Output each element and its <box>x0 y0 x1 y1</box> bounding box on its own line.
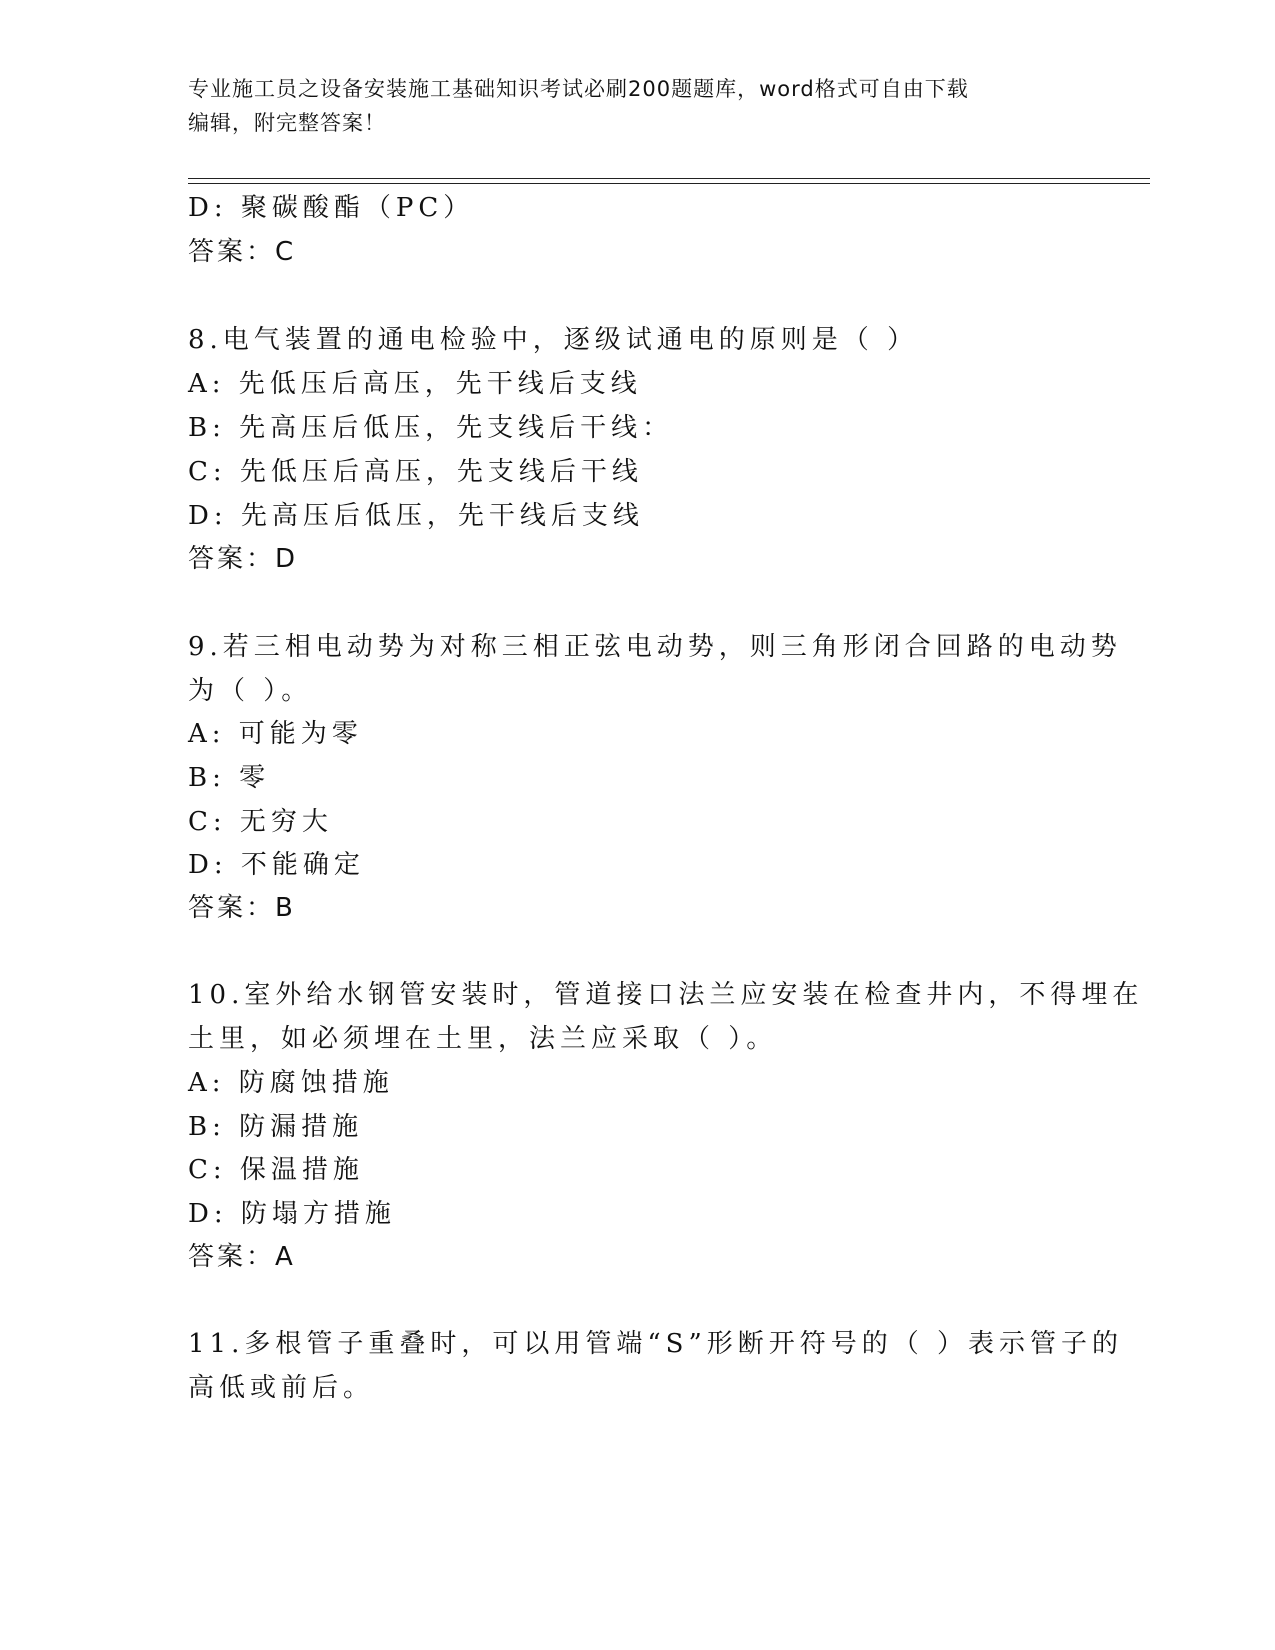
q8-option-a: A: 先低压后高压，先干线后支线 <box>188 369 642 399</box>
q10-stem-line-2: 土里，如必须埋在土里，法兰应采取（ ）。 <box>188 1024 778 1054</box>
q9-option-a: A: 可能为零 <box>188 719 363 749</box>
q8-option-d: D: 先高压后低压，先干线后支线 <box>188 501 644 531</box>
header-divider-top <box>188 178 1150 179</box>
q10-stem-line-1: 10.室外给水钢管安装时，管道接口法兰应安装在检查井内，不得埋在 <box>188 980 1144 1010</box>
q8-stem: 8.电气装置的通电检验中，逐级试通电的原则是（ ） <box>188 325 919 355</box>
q11-stem-line-1: 11.多根管子重叠时，可以用管端“S”形断开符号的（ ）表示管子的 <box>188 1329 1124 1359</box>
document-header-line-1: 专业施工员之设备安装施工基础知识考试必刷200题题库，word格式可自由下载 <box>188 77 969 101</box>
q10-option-d: D: 防塌方措施 <box>188 1199 396 1229</box>
q8-answer: 答案：D <box>188 544 299 574</box>
q7-answer: 答案：C <box>188 237 297 267</box>
header-divider-bottom <box>188 183 1150 184</box>
q9-stem-line-2: 为（ ）。 <box>188 676 313 706</box>
q9-option-b: B: 零 <box>188 763 271 793</box>
q7-option-d: D: 聚碳酸酯（PC） <box>188 193 475 223</box>
q8-option-c: C: 先低压后高压，先支线后干线 <box>188 457 643 487</box>
q11-stem-line-2: 高低或前后。 <box>188 1373 375 1403</box>
q9-option-c: C: 无穷大 <box>188 807 333 837</box>
q9-option-d: D: 不能确定 <box>188 850 365 880</box>
document-header-line-2: 编辑，附完整答案！ <box>188 111 386 135</box>
q10-answer: 答案：A <box>188 1242 296 1272</box>
q8-option-b: B: 先高压后低压，先支线后干线： <box>188 413 674 443</box>
q10-option-a: A: 防腐蚀措施 <box>188 1068 394 1098</box>
q9-answer: 答案：B <box>188 893 296 923</box>
q9-stem-line-1: 9.若三相电动势为对称三相正弦电动势，则三角形闭合回路的电动势 <box>188 632 1122 662</box>
q10-option-c: C: 保温措施 <box>188 1155 364 1185</box>
q10-option-b: B: 防漏措施 <box>188 1112 364 1142</box>
